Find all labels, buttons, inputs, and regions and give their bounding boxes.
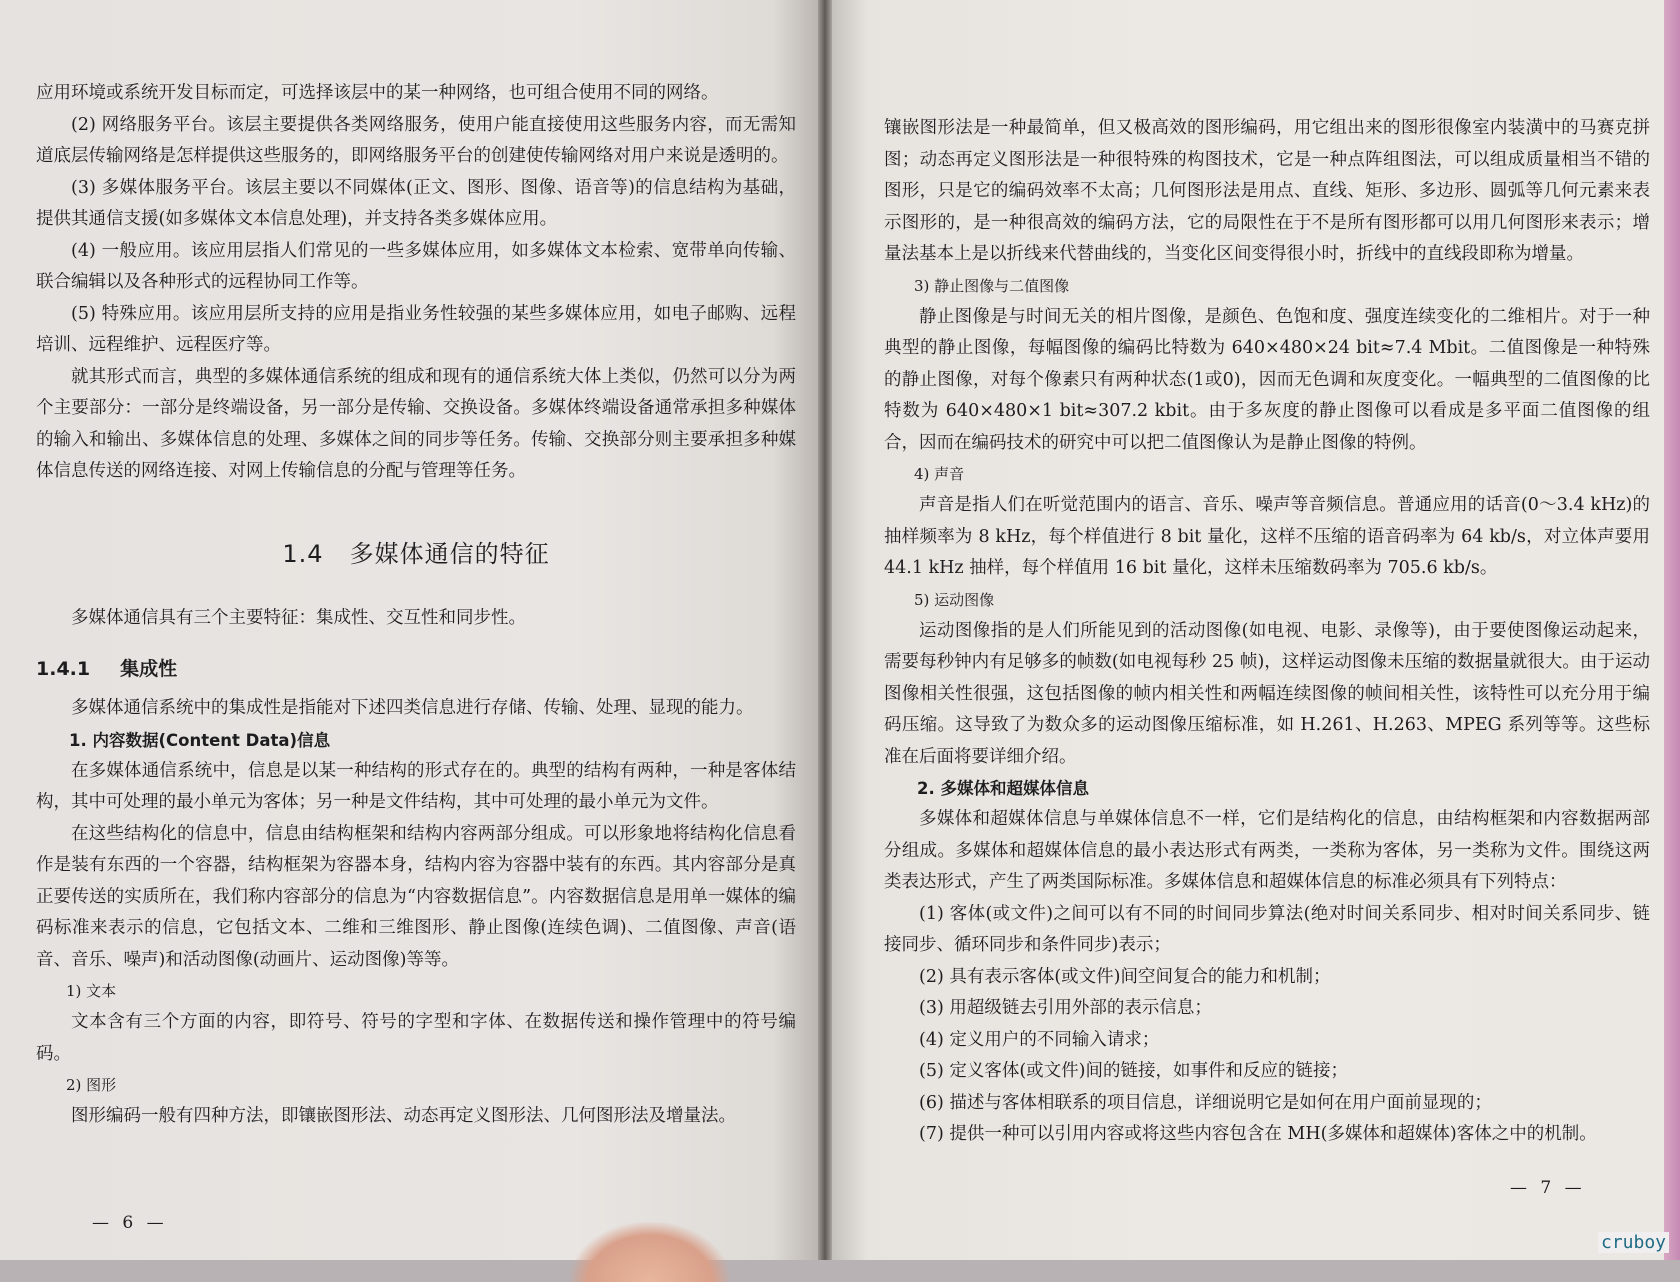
section-number: 1.4 [282, 539, 324, 568]
section-intro: 多媒体通信具有三个主要特征：集成性、交互性和同步性。 [71, 607, 526, 628]
still-image-heading: 3) 静止图像与二值图像 [914, 276, 1070, 295]
list-item: (6) 描述与客体相联系的项目信息，详细说明它是如何在用户面前显现的； [919, 1092, 1492, 1113]
item-heading: 1. 内容数据(Content Data)信息 [69, 730, 331, 750]
thumb [570, 1222, 730, 1282]
subsection-title: 集成性 [120, 658, 178, 680]
subsection-intro: 多媒体通信系统中的集成性是指能对下述四类信息进行存储、传输、处理、显现的能力。 [71, 698, 754, 718]
sound-heading: 4) 声音 [914, 465, 965, 483]
paragraph: 在多媒体通信系统中，信息是以某一种结构的形式存在的。典型的结构有两种，一种是客体结构，其中可处理的最小单元为客体；另一种是文件结构，其中可处理的最小单元为文件。 [36, 760, 796, 812]
paragraph: (5) 特殊应用。该应用层所支持的应用是指业务性较强的某些多媒体应用，如电子邮购、远程培训、远程维护、远程医疗等。 [36, 303, 796, 355]
list-item: (4) 定义用户的不同输入请求； [919, 1029, 1160, 1050]
section-title: 多媒体通信的特征 [349, 539, 550, 568]
left-page [0, 0, 822, 1260]
book-gutter [818, 0, 832, 1260]
text-heading: 1) 文本 [66, 982, 117, 1000]
paragraph: 图形编码一般有四种方法，即镶嵌图形法、动态再定义图形法、几何图形法及增量法。 [71, 1106, 736, 1126]
paragraph: 应用环境或系统开发目标而定，可选择该层中的某一种网络，也可组合使用不同的网络。 [36, 83, 719, 103]
page-number-right: — 7 — [1510, 1178, 1586, 1198]
paragraph: (3) 多媒体服务平台。该层主要以不同媒体(正文、图形、图像、语音等)的信息结构为基础，提供其通信支援(如多媒体文本信息处理)，并支持各类多媒体应用。 [36, 177, 796, 229]
motion-image-heading: 5) 运动图像 [914, 590, 995, 609]
paragraph: 运动图像指的是人们所能见到的活动图像(如电视、电影、录像等)，由于要使图像运动起来，需要每秒钟内有足够多的帧数(如电视每秒 25 帧)，这样运动图像未压缩的数据量就很大。由于运动图像相关性很强，这包括图像的帧内相关性和两幅连续图像的帧间相关性，该特性可以充分用于编码压缩。这导致了为数众多的运动图像压缩标准，如 H.261、H.263、MPEG 系列等等。这些标准在后面将要详细介绍。 [884, 620, 1650, 767]
list-item: (3) 用超级链去引用外部的表示信息； [919, 998, 1212, 1018]
page-number-left: — 6 — [92, 1213, 168, 1233]
watermark: cruboy [1598, 1232, 1669, 1253]
section-heading [36, 534, 796, 569]
paragraph: 文本含有三个方面的内容，即符号、符号的字型和字体、在数据传送和操作管理中的符号编码。 [36, 1012, 796, 1064]
paragraph: 就其形式而言，典型的多媒体通信系统的组成和现有的通信系统大体上类似，仍然可以分为两个主要部分：一部分是终端设备，另一部分是传输、交换设备。多媒体终端设备通常承担多种媒体的输入和输出、多媒体信息的处理、多媒体之间的同步等任务。传输、交换部分则主要承担多种媒体信息传送的网络连接、对网上传输信息的分配与管理等任务。 [36, 366, 796, 481]
item-heading: 2. 多媒体和超媒体信息 [917, 779, 1089, 798]
paragraph: (4) 一般应用。该应用层指人们常见的一些多媒体应用，如多媒体文本检索、宽带单向传输、联合编辑以及各种形式的远程协同工作等。 [36, 240, 796, 292]
subsection-heading [36, 654, 796, 681]
list-item: (5) 定义客体(或文件)间的链接，如事件和反应的链接； [919, 1061, 1349, 1081]
subsection-number: 1.4.1 [36, 658, 91, 680]
list-item: (1) 客体(或文件)之间可以有不同的时间同步算法(绝对时间关系同步、相对时间关系同步、链接同步、循环同步和条件同步)表示； [884, 903, 1650, 955]
paragraph: 镶嵌图形法是一种最简单，但又极高效的图形编码，用它组出来的图形很像室内装潢中的马赛克拼图；动态再定义图形法是一种很特殊的构图技术，它是一种点阵组图法，可以组成质量相当不错的图形，只是它的编码效率不太高；几何图形法是用点、直线、矩形、多边形、圆弧等几何元素来表示图形的，是一种很高效的编码方法，它的局限性在于不是所有图形都可以用几何图形来表示；增量法基本上是以折线来代替曲线的，当变化区间变得很小时，折线中的直线段即称为增量。 [884, 118, 1650, 264]
paragraph: 声音是指人们在听觉范围内的语言、音乐、噪声等音频信息。普通应用的话音(0～3.4 kHz)的抽样频率为 8 kHz，每个样值进行 8 bit 量化，这样不压缩的语音码率为 64 kb/s，对立体声要用 44.1 kHz 抽样，每个样值用 16 bit 量化，这样未压缩数码率为 705.6 kb/s。 [884, 495, 1650, 578]
graphics-heading: 2) 图形 [66, 1076, 117, 1094]
right-page [826, 0, 1668, 1260]
list-item: (7) 提供一种可以引用内容或将这些内容包含在 MH(多媒体和超媒体)客体之中的机制。 [919, 1124, 1597, 1144]
paragraph: (2) 网络服务平台。该层主要提供各类网络服务，使用户能直接使用这些服务内容，而无需知道底层传输网络是怎样提供这些服务的，即网络服务平台的创建使传输网络对用户来说是透明的。 [36, 114, 796, 166]
paragraph: 在这些结构化的信息中，信息由结构框架和结构内容两部分组成。可以形象地将结构化信息看作是装有东西的一个容器，结构框架为容器本身，结构内容为容器中装有的东西。其内容部分是真正要传送的实质所在，我们称内容部分的信息为“内容数据信息”。内容数据信息是用单一媒体的编码标准来表示的信息，它包括文本、二维和三维图形、静止图像(连续色调)、二值图像、声音(语音、音乐、噪声)和活动图像(动画片、运动图像)等等。 [36, 823, 796, 970]
paragraph: 静止图像是与时间无关的相片图像，是颜色、色饱和度、强度连续变化的二维相片。对于一种典型的静止图像，每幅图像的编码比特数为 640×480×24 bit≈7.4 Mbit。二值图像是一种特殊的静止图像，对每个像素只有两种状态(1或0)，因而无色调和灰度变化。一幅典型的二值图像的比特数为 640×480×1 bit≈307.2 kbit。由于多灰度的静止图像可以看成是多平面二值图像的组合，因而在编码技术的研究中可以把二值图像认为是静止图像的特例。 [884, 306, 1650, 453]
paragraph: 多媒体和超媒体信息与单媒体信息不一样，它们是结构化的信息，由结构框架和内容数据两部分组成。多媒体和超媒体信息的最小表达形式有两类，一类称为客体，另一类称为文件。围绕这两类表达形式，产生了两类国际标准。多媒体信息和超媒体信息的标准必须具有下列特点： [884, 809, 1650, 892]
background-edge [1664, 0, 1680, 1260]
list-item: (2) 具有表示客体(或文件)间空间复合的能力和机制； [919, 966, 1331, 987]
